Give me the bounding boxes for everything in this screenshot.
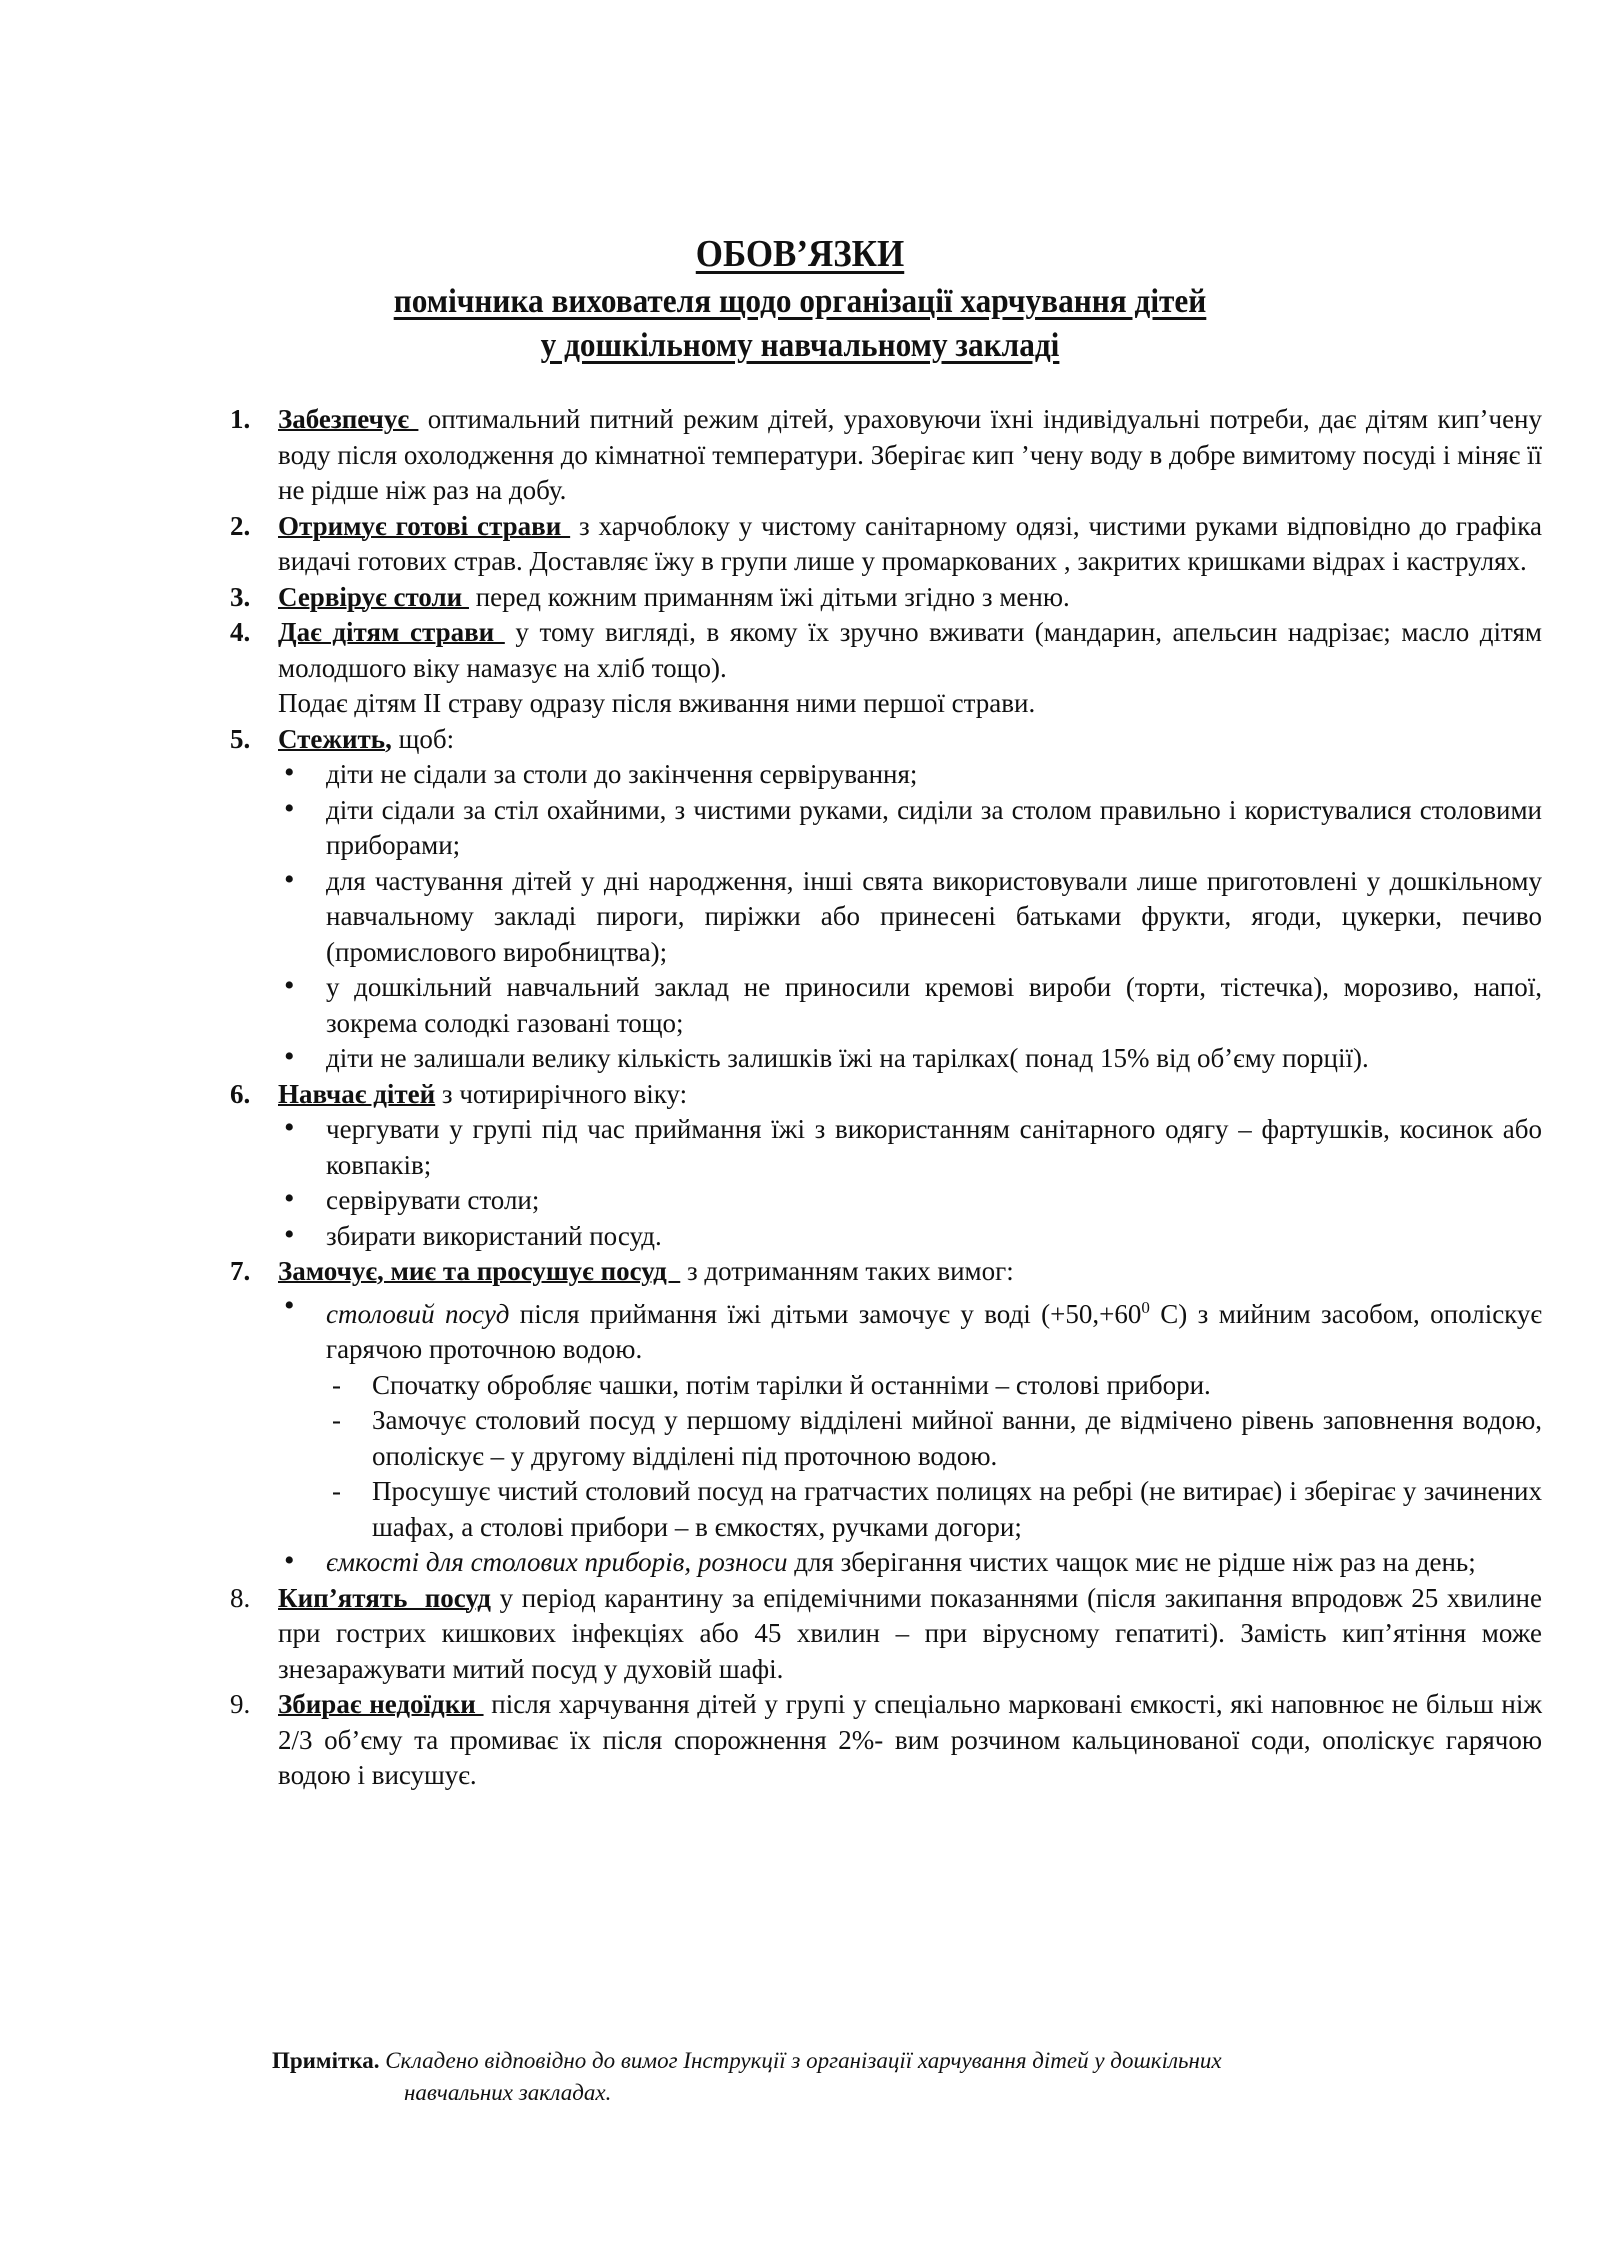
item-text: щоб: bbox=[391, 723, 455, 754]
bullet-item: • чергувати у групі під час приймання їжі з використанням санітарного одягу – фартушків, косинок або ковпаків; bbox=[326, 1112, 1542, 1183]
bullet-list bbox=[230, 1290, 1542, 1581]
duty-item bbox=[230, 615, 1542, 722]
bullet-item: • діти не сідали за столи до закінчення сервірування; bbox=[326, 757, 1542, 793]
item-text: з харчоблоку у чистому санітарному одязі, чистими руками відповідно до графіка видачі готових страв. Доставляє їжу в групи лише у промаркованих , закритих кришками відрах і каструлях. bbox=[278, 510, 1542, 576]
bullet-item: • збирати використаний посуд. bbox=[326, 1219, 1542, 1255]
item-lead: Забезпечує bbox=[278, 404, 419, 434]
item-lead: Кип’ятять посуд bbox=[278, 1582, 491, 1613]
bullet-item: • для частування дітей у дні народження, інші свята використовували лише приготовлені у дошкільному навчальному закладі пироги, пиріжки або принесені батьками фрукти, ягоди, цукерки, печиво (промислового виробництва); bbox=[326, 864, 1542, 971]
bullet-text: для зберігання чистих чащок миє не рідше ніж раз на день; bbox=[787, 1547, 1476, 1577]
dash-list bbox=[326, 1368, 1542, 1546]
item-text: з дотриманням таких вимог: bbox=[680, 1256, 1014, 1286]
bullet-item bbox=[326, 1290, 1542, 1546]
item-text: перед кожним приманням їжі дітьми згідно з меню. bbox=[468, 581, 1070, 612]
document-subtitle-line-1: помічника вихователя щодо організації харчування дітей bbox=[393, 283, 1207, 320]
bullet-item: • діти сідали за стіл охайними, з чистими руками, сиділи за столом правильно і користувалися столовими приборами; bbox=[326, 793, 1542, 864]
bullet-list bbox=[230, 757, 1542, 1077]
item-lead: Збирає недоїдки bbox=[278, 1689, 484, 1719]
bullet-item: • у дошкільний навчальний заклад не приносили кремові вироби (торти, тістечка), морозиво, напої, зокрема солодкі газовані тощо; bbox=[326, 970, 1542, 1041]
bullet-text: після приймання їжі дітьми замочує у воді (+50,+60 bbox=[509, 1298, 1142, 1329]
degree-superscript: 0 bbox=[1141, 1297, 1150, 1317]
italic-term: ємкості для столових приборів, розноси bbox=[326, 1547, 788, 1577]
item-number: 2. bbox=[230, 510, 251, 541]
item-extra-text: Подає дітям ІІ страву одразу після вживання ними першої страви. bbox=[278, 688, 1036, 718]
duty-item bbox=[230, 1687, 1542, 1794]
note-text-line-2: навчальних закладах. bbox=[404, 2080, 612, 2105]
item-text: з чотирирічного віку: bbox=[435, 1078, 688, 1109]
item-text: оптимальний питний режим дітей, ураховуючи їхні індивідуальні потреби, дає дітям кип’чену воду після охолодження до кімнатної температури. Зберігає кип ’чену воду в добре вимитому посуді і міняє її не рідше ніж раз на добу. bbox=[278, 404, 1543, 505]
duty-item bbox=[230, 1077, 1542, 1113]
bullet-list bbox=[230, 1112, 1542, 1254]
dash-item: - Спочатку обробляє чашки, потім тарілки й останніми – столові прибори. bbox=[372, 1368, 1542, 1404]
item-number: 3. bbox=[230, 581, 251, 612]
bullet-item: • сервірувати столи; bbox=[326, 1183, 1542, 1219]
item-lead: Замочує, миє та просушує посуд bbox=[278, 1256, 681, 1286]
document-title: ОБОВ’ЯЗКИ bbox=[695, 233, 905, 275]
bullet-item bbox=[326, 1545, 1542, 1581]
duty-item bbox=[230, 509, 1542, 580]
bullet-text: С) з мийним засобом, ополіскує гарячою проточною водою. bbox=[326, 1298, 1543, 1364]
item-lead: Навчає дітей bbox=[278, 1078, 436, 1109]
document-header bbox=[0, 228, 1600, 368]
item-number: 4. bbox=[230, 617, 251, 647]
note-label: Примітка. bbox=[272, 2048, 380, 2073]
footnote bbox=[272, 2045, 1532, 2109]
note-text: Складено відповідно до вимог Інструкції з організації харчування дітей у дошкільних bbox=[379, 2048, 1222, 2073]
item-number: 9. bbox=[230, 1689, 251, 1719]
duty-item bbox=[230, 1254, 1542, 1290]
item-lead: Стежить, bbox=[278, 723, 392, 754]
item-number: 6. bbox=[230, 1078, 251, 1109]
item-number: 1. bbox=[230, 404, 251, 434]
item-lead: Отримує готові страви bbox=[278, 510, 571, 541]
duty-item bbox=[230, 722, 1542, 758]
duty-item bbox=[230, 402, 1542, 509]
dash-item: - Просушує чистий столовий посуд на гратчастих полицях на ребрі (не витирає) і зберігає у зачинених шафах, а столові прибори – в ємкостях, ручками догори; bbox=[372, 1474, 1542, 1545]
dash-item: - Замочує столовий посуд у першому відділені мийної ванни, де відмічено рівень заповнення водою, ополіскує – у другому відділені під проточною водою. bbox=[372, 1403, 1542, 1474]
item-number: 8. bbox=[230, 1582, 251, 1613]
duty-item bbox=[230, 1581, 1542, 1688]
item-text: після харчування дітей у групі у спеціально марковані ємкості, які наповнює не більш ніж 2/3 об’єму та промиває їх після спорожнення 2%- вим розчином кальцинованої соди, ополіскує гарячою водою і висушує. bbox=[278, 1689, 1543, 1790]
item-lead: Дає дітям страви bbox=[278, 617, 505, 647]
item-number: 5. bbox=[230, 723, 251, 754]
item-number: 7. bbox=[230, 1256, 251, 1286]
document-subtitle-line-2: у дошкільному навчальному закладі bbox=[540, 327, 1060, 364]
duties-list bbox=[230, 402, 1542, 1794]
bullet-item: • діти не залишали велику кількість залишків їжі на тарілках( понад 15% від об’єму порції). bbox=[326, 1041, 1542, 1077]
item-lead: Сервірує столи bbox=[278, 581, 469, 612]
item-text: у тому вигляді, в якому їх зручно вживати (мандарин, апельсин надрізає; масло дітям молодшого віку намазує на хліб тощо). bbox=[278, 617, 1542, 683]
italic-term: столовий посуд bbox=[326, 1298, 510, 1329]
duty-item bbox=[230, 580, 1542, 616]
item-text: у період карантину за епідемічними показаннями (після закипання впродовж 25 хвилине при гострих кишкових інфекціях або 45 хвилин – при вірусному гепатиті). Замість кип’ятіння може знезаражувати митий посуд у духовій шафі. bbox=[278, 1582, 1542, 1684]
